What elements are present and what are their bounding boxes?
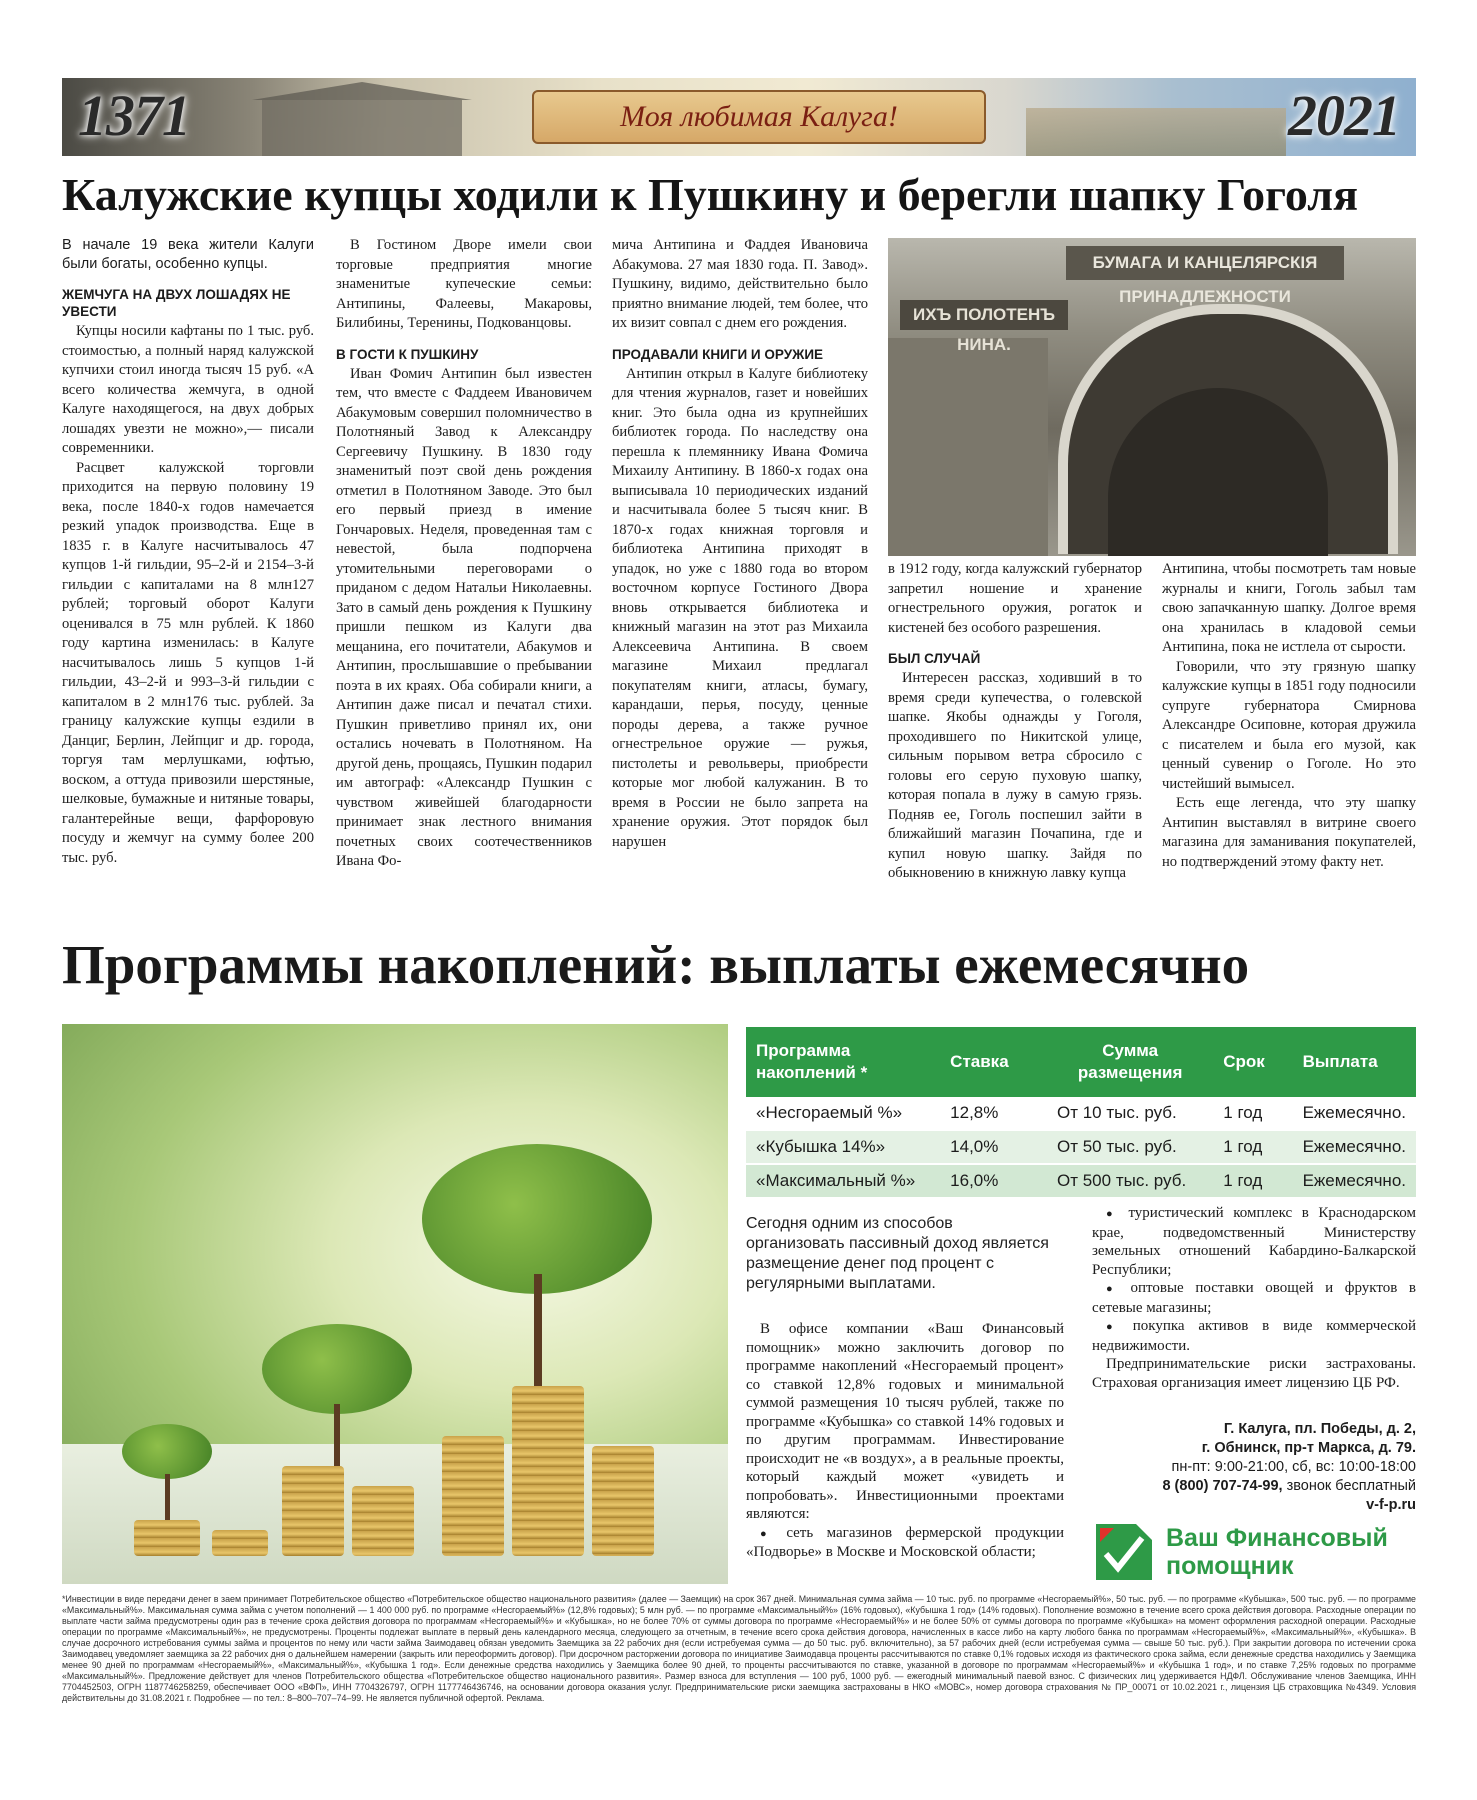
subheading-books-weapons: ПРОДАВАЛИ КНИГИ И ОРУЖИЕ [612, 346, 824, 362]
ad-body-left [746, 1320, 1064, 1562]
paragraph: Купцы носили кафтаны по 1 тыс. руб. стоимостью, а полный наряд калужской купчихи стоил иногда тысяч 15 руб. «А всего количества жемчуга, в одной Калуге находящегося, на двух добрых лошадях увезти не можно»,— писали современники. [62, 323, 314, 456]
cell-amount: От 500 тыс. руб. [1047, 1164, 1213, 1198]
col-header-amount: Сумма размещения [1047, 1027, 1213, 1097]
coin-stack [282, 1466, 344, 1556]
article-column-5 [1162, 560, 1416, 872]
ad-bullet: ● сеть магазинов фермерской продукции «Подворье» в Москве и Московской области; [746, 1524, 1064, 1562]
logo-line-1: Ваш Финансовый [1166, 1524, 1388, 1552]
col-header-term: Срок [1213, 1027, 1292, 1097]
coin-stack [512, 1386, 584, 1556]
col-header-payout: Выплата [1293, 1027, 1416, 1097]
cell-rate: 16,0% [940, 1164, 1047, 1198]
cell-program: «Несгораемый %» [746, 1097, 940, 1130]
logo-mark-icon [1096, 1524, 1152, 1580]
ad-bullet: ● оптовые поставки овощей и фруктов в сетевые магазины; [1092, 1279, 1416, 1317]
cell-payout: Ежемесячно. [1293, 1097, 1416, 1130]
article-column-1 [62, 236, 314, 868]
savings-programs-table [746, 1027, 1416, 1199]
cell-program: «Кубышка 14%» [746, 1130, 940, 1164]
coin-stack [592, 1446, 654, 1556]
cell-amount: От 50 тыс. руб. [1047, 1130, 1213, 1164]
ad-body: В офисе компании «Ваш Финансовый помощник» можно заключить договор по программе накоплений «Несгораемый процент» со ставкой 12,8% годовых и минимальной суммой размещения 10 тысяч рублей, также по программе «Кубышка» со ставкой 14% годовых и по другим программам. Инвестирование происходит не «в воздух», а в реальные проекты, который каждый может «увидеть и попробовать». Инвестиционными проектами являются: [746, 1321, 1064, 1522]
coin-stack [212, 1530, 268, 1556]
article-title: Калужские купцы ходили к Пушкину и берегли шапку Гоголя [62, 169, 1358, 220]
table-row [746, 1130, 1416, 1164]
paragraph: мича Антипина и Фаддея Ивановича Абакумова. 27 мая 1830 года. П. Завод». Пушкину, видимо, действительно было приятно внимание людей, тем более, что их визит совпал с днем его рождения. [612, 237, 868, 331]
coin-stack [442, 1436, 504, 1556]
cell-amount: От 10 тыс. руб. [1047, 1097, 1213, 1130]
coin-stack [134, 1520, 200, 1556]
banner-year-left: 1371 [78, 83, 190, 148]
paragraph: Антипина, чтобы посмотреть там новые журналы и книги, Гоголь забыл там свою запачканную шапку. Долгое время она хранилась в кладовой семьи Антипина, пока не истлела от сырости. [1162, 561, 1416, 655]
table-row [746, 1097, 1416, 1130]
cell-payout: Ежемесячно. [1293, 1130, 1416, 1164]
paragraph: Антипин открыл в Калуге библиотеку для чтения журналов, газет и новейших книг. Это была одна из крупнейших библиотек города. По наследству она перешла к племяннику Ивана Фомича Михаилу Антипину. В 1860-х годах она выписывала 10 периодических изданий и насчитывала более 5 тысяч книг. В 1870-х годах книжная торговля и библиотека Антипина приходят в упадок, но уже с 1880 года во втором восточном корпусе Гостиного Двора вновь открывается библиотека и книжный магазин на этот раз Михаила Алексеевича Антипина. В своем магазине Михаил предлагал покупателям книги, атласы, бумагу, карандаши, перья, посуду, ценные породы дерева, а также ручное огнестрельное оружие — ружья, пистолеты и револьверы, приобрести которые мог любой калужанин. В то время в России не было запрета на хранение оружия. Этот порядок был нарушен [612, 365, 868, 850]
photo-sign-left: ИХЪ ПОЛОТЕНЪ НИНА. [900, 300, 1068, 330]
banner-ribbon: Моя любимая Калуга! [532, 90, 986, 144]
banner-modern-city-image [1026, 108, 1286, 156]
opening-hours: пн-пт: 9:00-21:00, сб, вс: 10:00-18:00 [1171, 1459, 1416, 1475]
medium-tree-icon [262, 1324, 412, 1414]
logo-text [1166, 1524, 1388, 1580]
photo-sign-top: БУМАГА И КАНЦЕЛЯРСКІЯ ПРИНАДЛЕЖНОСТИ [1066, 246, 1344, 280]
cell-program: «Максимальный %» [746, 1164, 940, 1198]
table-header-row [746, 1027, 1416, 1097]
article-lead: В начале 19 века жители Калуги были богаты, особенно купцы. [62, 237, 314, 272]
cell-rate: 14,0% [940, 1130, 1047, 1164]
phone-note: звонок бесплатный [1282, 1478, 1416, 1494]
col-header-rate: Ставка [940, 1027, 1047, 1097]
paragraph: Говорили, что эту грязную шапку калужские купцы в 1851 году подносили супруге губернатора Смирнова Александре Осиповне, которая дружила с писателем и была его музой, как ценный сувенир о Гоголе. Но это чистейший вымысел. [1162, 658, 1416, 792]
address-obninsk: г. Обнинск, пр-т Маркса, д. 79. [1201, 1440, 1416, 1456]
article-column-4 [888, 560, 1142, 884]
col-header-program: Программа накоплений * [746, 1027, 940, 1097]
small-tree-icon [122, 1424, 212, 1479]
legal-fine-print: *Инвестиции в виде передачи денег в заем принимает Потребительское общество «Потребительское общество национального развития» (далее — Заемщик) на срок 367 дней. Минимальная сумма займа — 10 тыс. руб. по программе «Несгораемый%», 50 тыс. руб. — по программе «Кубышка», 500 тыс. руб. — по программе «Максимальный%». Максимальная сумма займа с учетом пополнений — 1 400 000 руб. по программе «Несгораемый%» (12,8% годовых); 5 млн руб. — по программе «Максимальный%» (16% годовых), «Кубышка 1 год» (14% годовых). Пополнение возможно в течение всего срока действия договора. Расходные операции по выплате части займа предусмотрены один раз в течение срока действия договора по программам «Несгораемый%» и «Кубышка», но не более 70% от суммы договора по программе «Несгораемый%» и не более 50% от суммы договора по программе «Кубышка» на момент оформления расходной операции. Расходные операции по программе «Максимальный%», не предусмотрены. Проценты подлежат выплате в первый день календарного месяца, следующего за отчетным, в течение всего срока действия договора, начисленных в кассе либо на карту любого банка по программам «Несгораемый%», «Максимальный%», «Кубышка». В случае досрочного истребования суммы займа и процентов по нему или части займа Заимодавец обязан уведомить Заемщика за 22 рабочих дня (если истребуемая сумма — до 50 тыс. руб. включительно), за 57 рабочих дней (если истребуемая сумма — свыше 50 тыс. руб.). При закрытии договора по истечении срока Заимодавец уведомляет заемщика за 22 рабочих дня о дальнейшем намерении (закрыть или переоформить договор). При досрочном расторжении договора по инициативе Заимодавца проценты рассчитываются по ставке 0,1% годовых исходя из фактического срока займа, если денежные средства находились у Заемщика менее 90 дней по программам «Несгораемый%», «Максимальный%», «Кубышка 1 год». Если денежные средства находились у Заемщика более 90 дней, то проценты рассчитываются по ставке, указанной в договоре по программам «Несгораемый%» и «Кубышка 1 год», и по ставке 7,25% годовых по программе «Максимальный%». Предложение действует для членов Потребительского общества «Потребительское общество национального развития». Размер взноса для вступления — 100 руб, 1000 руб. — ежегодный минимальный паевой взнос. С физических лиц удерживается НДФЛ. Обслуживание членов Заемщика, ИНН 7704452503, ОГРН 1187746258259, обеспечивает ООО «ВФП», ИНН 7704326797, ОГРН 1177746436746, на основании договора оказания услуг. Предпринимательские риски заемщика застрахованы в НКО «МОВС», номер договора страхования № ПР_00071 от 10.02.2021 г., лицензия ЦБ страховщика №4349. Условия действительны до 31.08.2021 г. Подробнее — по тел.: 8–800–707–74–99. Не является публичной офертой. Реклама. [62, 1594, 1416, 1703]
ad-bullet: ● покупка активов в виде коммерческой недвижимости. [1092, 1317, 1416, 1355]
subheading-pearls: ЖЕМЧУГА НА ДВУХ ЛОШАДЯХ НЕ УВЕСТИ [62, 287, 291, 319]
phone-number[interactable]: 8 (800) 707-74-99, [1162, 1478, 1283, 1494]
company-logo [1096, 1520, 1416, 1584]
ad-bullets-right [1092, 1204, 1416, 1355]
subheading-case: БЫЛ СЛУЧАЙ [888, 651, 981, 666]
cell-payout: Ежемесячно. [1293, 1164, 1416, 1198]
paragraph: Расцвет калужской торговли приходится на первую половину 19 века, после 1840-х годов намечается резкий упадок производства. Еще в 1835 г. в Калуге насчитывалось 47 купцов 1-й гильдии, 95–2-й и 2154–3-й гильдии с капиталами на 8 млн127 рублей; торговый оборот Калуги оценивался в 75 млн рублей. К 1860 году картина изменилась: в Калуге насчитывалось лишь 5 купцов 1-й гильдии, 43–2-й и 993–3-й гильдии с капиталом в 2 млн176 тыс. рублей. За границу калужские купцы ездили в Данциг, Берлин, Лейпциг и др. города, торгуя там мерлушками, юфтью, воском, а оттуда привозили шерстяные, шелковые, бумажные и нитяные товары, галантерейные вещи, фарфоровую посуду и жемчуг на сумму более 200 тыс. руб. [62, 459, 314, 866]
antipin-shop-photo [888, 238, 1416, 556]
coin-stack [352, 1486, 414, 1556]
paragraph: Интересен рассказ, ходивший в то время среди купечества, о голевской шапке. Якобы однажды у Гоголя, проходившего по Никитской улице, сильным порывом ветра сбросило с головы его серую пуховую шапку, которая попала в лужу в самую грязь. Подняв ее, Гоголь поспешил зайти в ближайший магазин Почапина, где и купил новую шапку. Зайдя по обыкновению в книжную лавку купца [888, 670, 1142, 881]
cell-term: 1 год [1213, 1097, 1292, 1130]
contact-block [1058, 1420, 1416, 1515]
phone-line [1058, 1477, 1416, 1496]
ad-body-right [1092, 1204, 1416, 1392]
photo-wall [888, 338, 1048, 556]
logo-line-2: помощник [1166, 1552, 1294, 1580]
banner-old-house-image [262, 100, 462, 156]
article-column-2 [336, 236, 592, 872]
subheading-pushkin: В ГОСТИ К ПУШКИНУ [336, 346, 479, 362]
ad-title: Программы накоплений: выплаты ежемесячно [62, 934, 1250, 995]
ad-bullets-left [746, 1524, 1064, 1562]
cell-term: 1 год [1213, 1130, 1292, 1164]
big-tree-icon [422, 1144, 652, 1294]
ad-bullet: ● туристический комплекс в Краснодарском крае, подведомственный Министерству земельных отношений Кабардино-Балкарской Республики; [1092, 1204, 1416, 1279]
cell-rate: 12,8% [940, 1097, 1047, 1130]
header-banner [62, 78, 1416, 156]
website-link[interactable]: v-f-p.ru [1366, 1497, 1416, 1513]
table-row [746, 1164, 1416, 1198]
ad-intro: Сегодня одним из способов организовать пассивный доход является размещение денег под процент с регулярными выплатами. [746, 1215, 1049, 1292]
paragraph: В Гостином Дворе имели свои торговые предприятия многие знаменитые купеческие семьи: Антипины, Фалеевы, Макаровы, Билибины, Теренины, Подкованцовы. [336, 237, 592, 331]
cell-term: 1 год [1213, 1164, 1292, 1198]
paragraph: Иван Фомич Антипин был известен тем, что вместе с Фаддеем Ивановичем Абакумовым совершил поломничество в Полотняный Завод к Александру Сергеевичу Пушкину. В 1830 году знаменитый поэт свой день рождения отметил в Полотняном Заводе. Это был его первый приезд в имение Гончаровых. Неделя, проведенная там с невестой, была подпорчена утомительными переговорами о приданом с дедом Натальи Николаевны. Зато в самый день рождения к Пушкину пришли пешком из Калуги два мещанина, его почитатели, Абакумов и Антипин, прослышавшие о пребывании поэта в их краях. Оба собирали книги, а Антипин даже писал и печатал стихи. Пушкин приветливо принял их, они остались ночевать в Полотняном. На другой день, прощаясь, Пушкин подарил им автограф: «Александр Пушкин с чувством живейшей благодарности принимает знак лестного внимания почетных своих соотечественников Ивана Фо- [336, 365, 592, 869]
paragraph: Есть еще легенда, что эту шапку Антипин выставлял в витрине своего магазина для заманивания покупателей, но подтверждений этому факту нет. [1162, 795, 1416, 870]
article-column-3 [612, 236, 868, 852]
money-trees-image [62, 1024, 728, 1584]
banner-year-right: 2021 [1288, 83, 1400, 148]
paragraph: в 1912 году, когда калужский губернатор запретил ношение и хранение огнестрельного оружия, рогаток и кистеней без особого разрешения. [888, 561, 1142, 636]
address-kaluga: Г. Калуга, пл. Победы, д. 2, [1223, 1421, 1416, 1437]
ad-insurance-note: Предпринимательские риски застрахованы. Страховая организация имеет лицензию ЦБ РФ. [1092, 1356, 1416, 1391]
